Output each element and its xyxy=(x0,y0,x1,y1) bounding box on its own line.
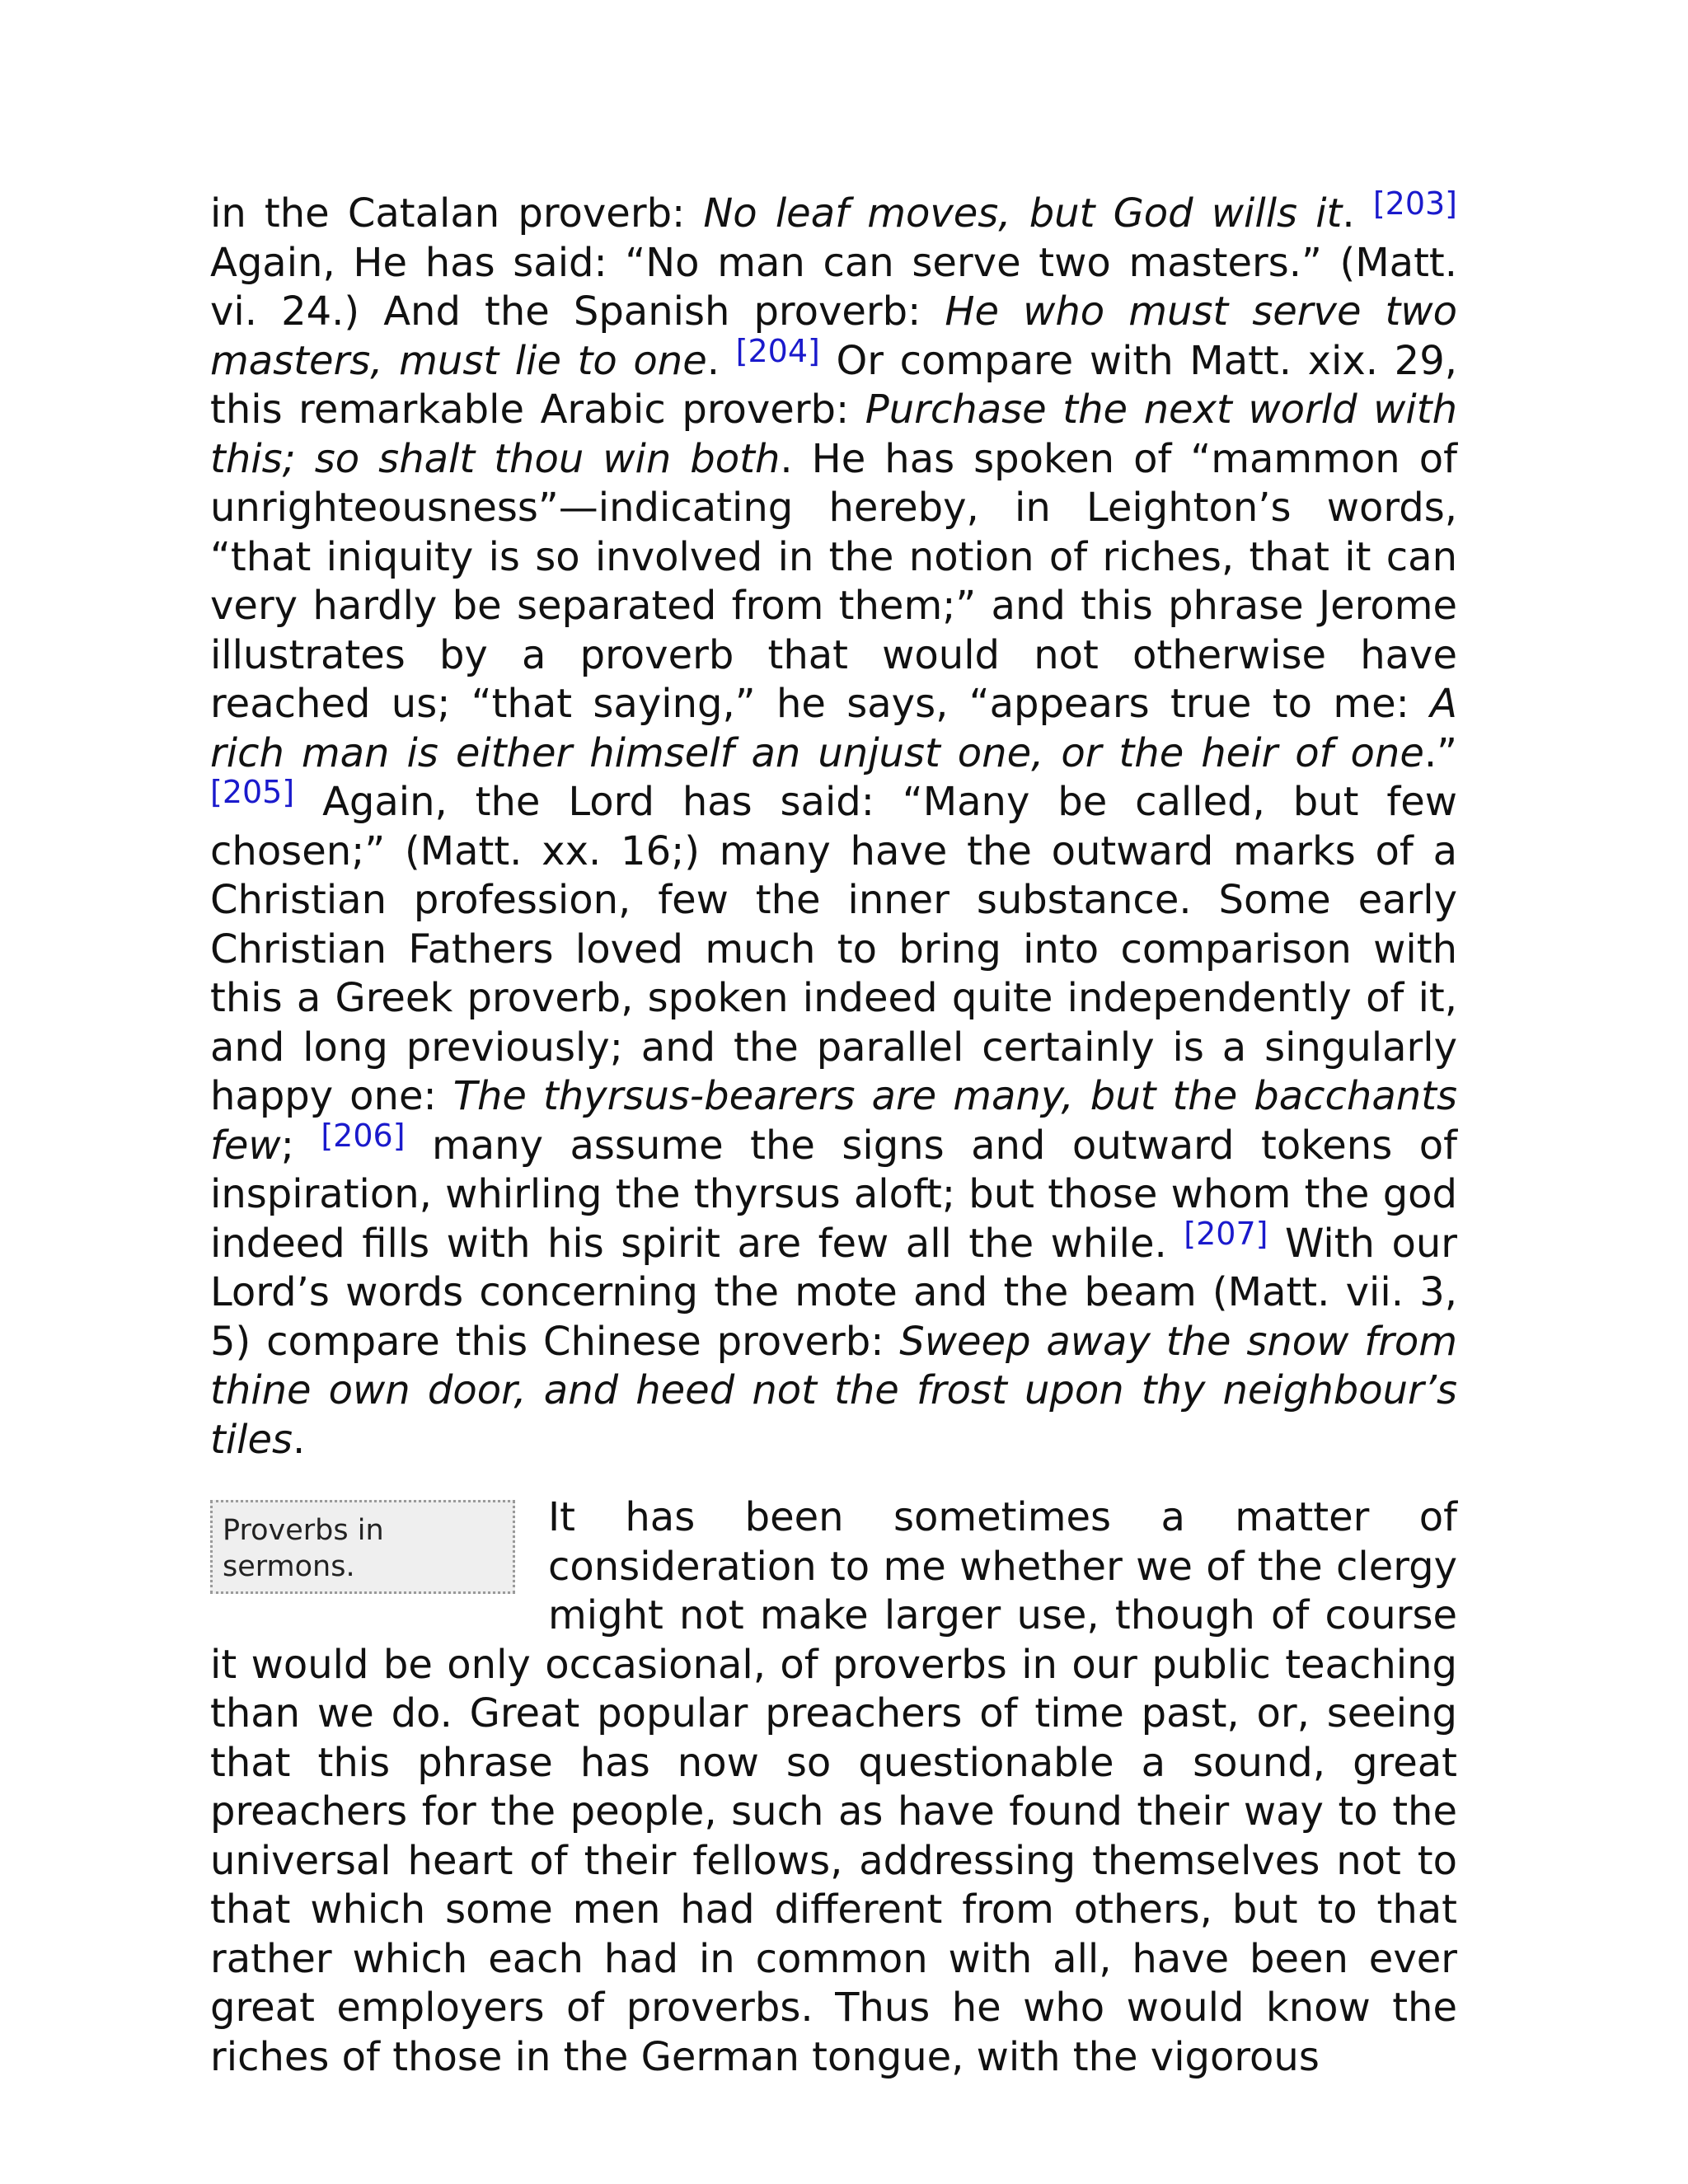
text-run: . xyxy=(293,1416,306,1463)
footnote-link-203[interactable]: [203] xyxy=(1372,185,1458,222)
italic-proverb: The thyrsus-bearers are many, but the bacchants few xyxy=(210,1073,1458,1169)
text-run: ; xyxy=(280,1122,321,1169)
paragraph-catalan-proverbs xyxy=(210,185,1458,1465)
text-run: Again, the Lord has said: “Many be called, but few chosen;” (Matt. xx. 16;) many have the outward marks of a Christian profession, few the inner substance. Some early Christian Fathers loved much to bring into comparison with this a Greek proverb, spoken indeed quite independently of it, and long previously; and the parallel certainly is a singularly happy one: xyxy=(210,779,1457,1119)
italic-proverb: No leaf moves, but God wills it xyxy=(703,190,1343,237)
italic-proverb: He who must serve two masters, must lie to one xyxy=(210,288,1457,384)
italic-proverb: A rich man is either himself an unjust one, or the heir of one xyxy=(210,681,1457,776)
footnote-link-206[interactable]: [206] xyxy=(321,1117,406,1154)
text-run: . xyxy=(706,337,736,384)
italic-proverb: Sweep away the snow from thine own door, and heed not the frost upon thy neighbour’s tiles xyxy=(210,1318,1457,1463)
text-run: . xyxy=(1342,190,1373,237)
italic-proverb: Purchase the next world with this; so shalt thou win both xyxy=(210,387,1457,482)
footnote-link-205[interactable]: [205] xyxy=(210,774,295,810)
text-run: Again, He has said: “No man can serve two masters.” (Matt. vi. 24.) And the Spanish proverb: xyxy=(210,239,1457,335)
footnote-link-204[interactable]: [204] xyxy=(735,332,820,369)
sidenote-proverbs-in-sermons: Proverbs in sermons. xyxy=(210,1500,515,1594)
text-run: many assume the signs and outward tokens of inspiration, whirling the thyrsus aloft; but those whom the god indeed fills with his spirit are few all the while. xyxy=(210,1122,1457,1267)
text-run: Or compare with Matt. xix. 29, this remarkable Arabic proverb: xyxy=(210,337,1458,433)
text-run: in the Catalan proverb: xyxy=(210,190,704,237)
page-body xyxy=(210,185,1458,2082)
paragraph-proverbs-in-sermons: It has been sometimes a matter of consideration to me whether we of the clergy might not make larger use, though of course it would be only occasional, of proverbs in our public teaching than we do. Great popular preachers of time past, or, seeing that this phrase has now so questionable a sound, great preachers for the people, such as have found their way to the universal heart of their fellows, addressing themselves not to that which some men had different from others, but to that rather which each had in common with all, have been ever great employers of proverbs. Thus he who would know the riches of those in the German tongue, with the vigorous xyxy=(210,1494,1457,2080)
footnote-link-207[interactable]: [207] xyxy=(1184,1215,1268,1252)
text-run: . He has spoken of “mammon of unrighteousness”—indicating hereby, in Leighton’s words, “that iniquity is so involved in the notion of riches, that it can very hardly be separated from them;” and this phrase Jerome illustrates by a proverb that would not otherwise have reached us; “that saying,” he says, “appears true to me: xyxy=(210,435,1457,727)
text-run: .” xyxy=(1423,729,1457,776)
text-run: With our Lord’s words concerning the mote and the beam (Matt. vii. 3, 5) compare this Chinese proverb: xyxy=(210,1220,1457,1365)
